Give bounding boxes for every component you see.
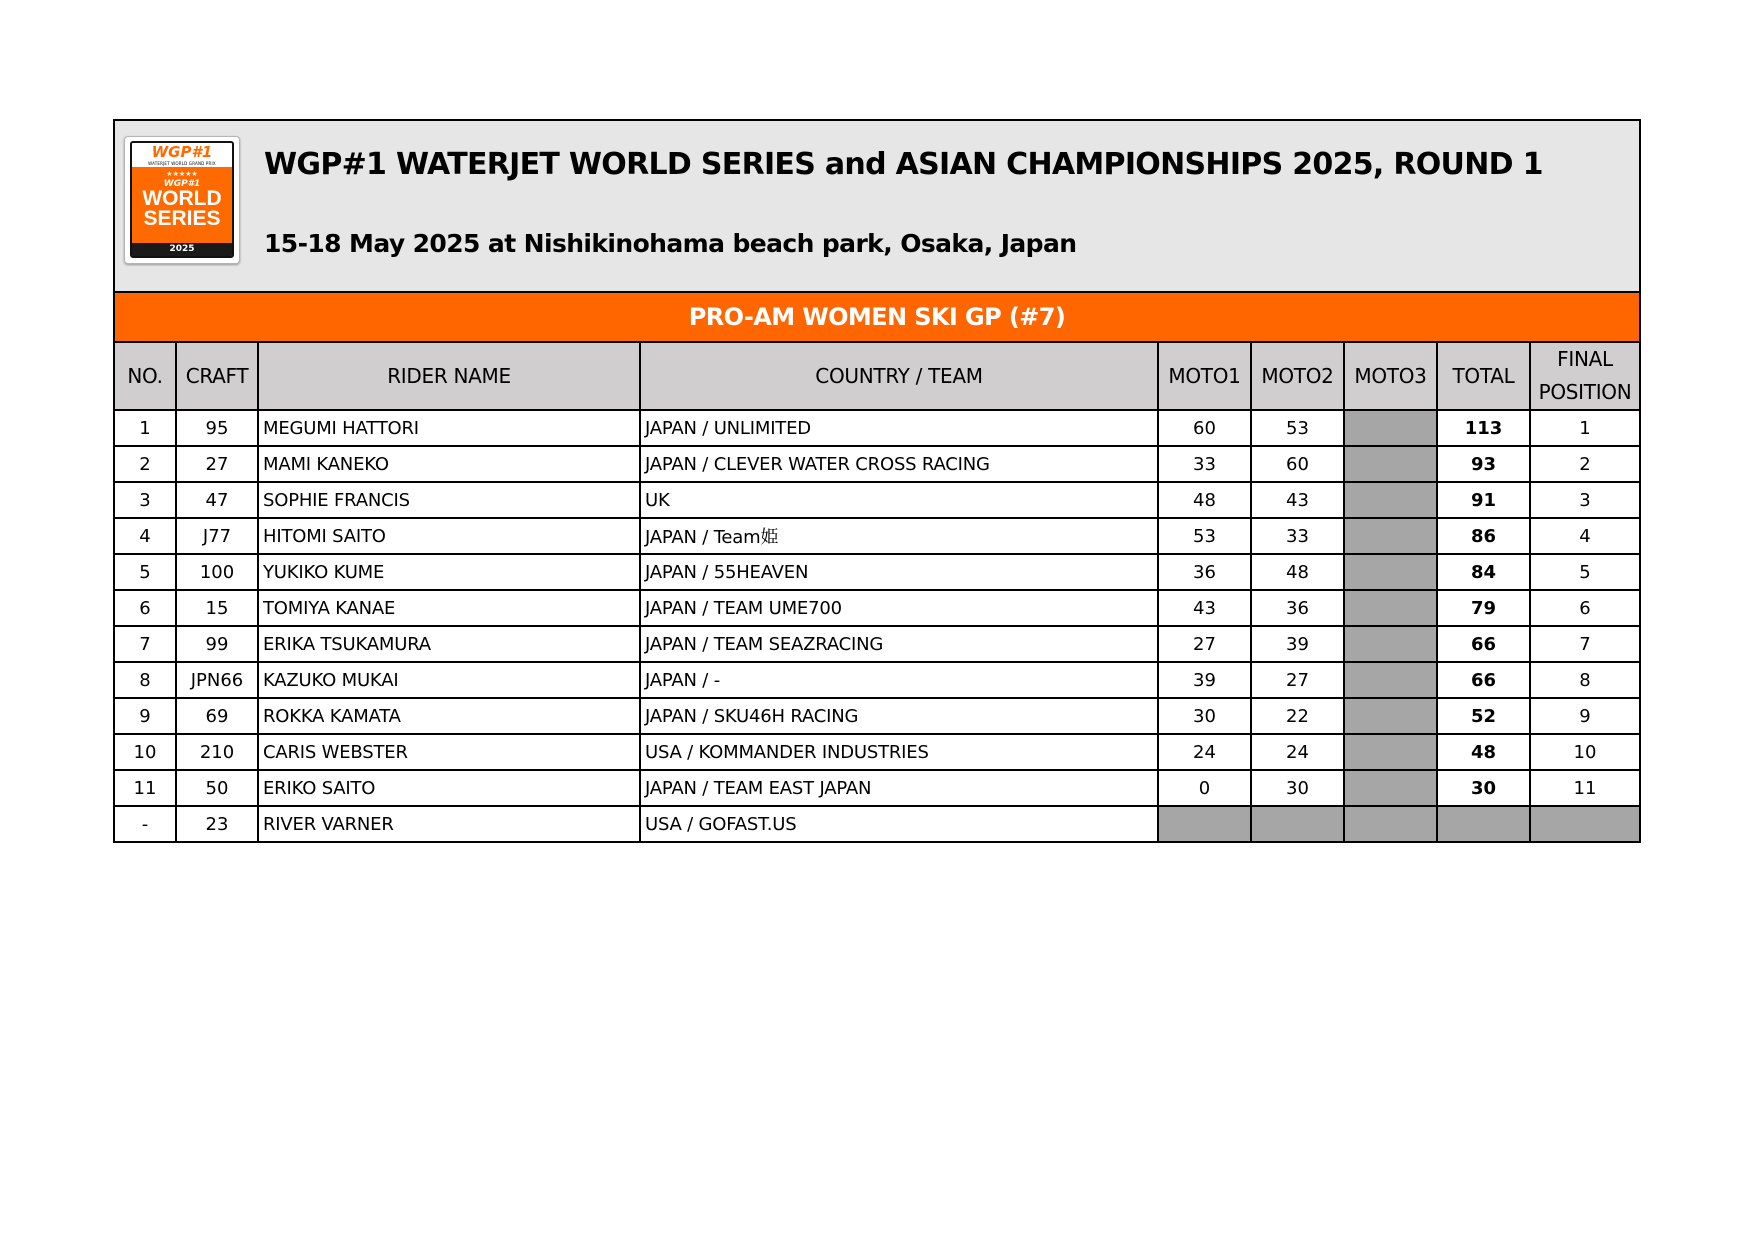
cell-total: 30 [1437, 770, 1530, 806]
results-body [115, 410, 1639, 841]
table-row [115, 410, 1639, 446]
logo-line-series: SERIES [143, 207, 221, 230]
logo-stars-icon: ★★★★★ [166, 170, 198, 178]
cell-craft: 95 [176, 410, 258, 446]
table-row [115, 698, 1639, 734]
table-row [115, 770, 1639, 806]
cell-rider-name: ERIKA TSUKAMURA [258, 626, 640, 662]
cell-moto1: 39 [1158, 662, 1251, 698]
col-header-final-line2: POSITION [1538, 380, 1632, 404]
event-header [115, 121, 1639, 293]
cell-final-position: 8 [1530, 662, 1639, 698]
table-row [115, 734, 1639, 770]
cell-country-team: JAPAN / UNLIMITED [640, 410, 1158, 446]
cell-no: 8 [115, 662, 176, 698]
col-header-no: NO. [115, 343, 176, 410]
cell-no: 6 [115, 590, 176, 626]
cell-moto3 [1344, 518, 1437, 554]
cell-moto3 [1344, 734, 1437, 770]
cell-moto1: 36 [1158, 554, 1251, 590]
cell-no: 7 [115, 626, 176, 662]
logo-top-text: WGP#1 [151, 143, 213, 161]
cell-country-team: JAPAN / SKU46H RACING [640, 698, 1158, 734]
results-table [115, 343, 1639, 841]
col-header-total: TOTAL [1437, 343, 1530, 410]
cell-craft: 23 [176, 806, 258, 841]
cell-moto2: 53 [1251, 410, 1344, 446]
table-row [115, 482, 1639, 518]
cell-moto2: 24 [1251, 734, 1344, 770]
logo-sub-text: WATERJET WORLD GRAND PRIX [148, 161, 216, 166]
cell-moto3 [1344, 698, 1437, 734]
cell-total: 113 [1437, 410, 1530, 446]
logo-top-bar [132, 143, 232, 167]
cell-final-position: 11 [1530, 770, 1639, 806]
cell-no: 10 [115, 734, 176, 770]
col-header-final-line1: FINAL [1557, 347, 1613, 371]
table-row [115, 590, 1639, 626]
cell-rider-name: KAZUKO MUKAI [258, 662, 640, 698]
cell-moto2: 22 [1251, 698, 1344, 734]
cell-moto1: 30 [1158, 698, 1251, 734]
cell-moto1: 27 [1158, 626, 1251, 662]
cell-craft: 47 [176, 482, 258, 518]
cell-no: 9 [115, 698, 176, 734]
cell-final-position: 1 [1530, 410, 1639, 446]
event-title: WGP#1 WATERJET WORLD SERIES and ASIAN CHAMPIONSHIPS 2025, ROUND 1 [264, 147, 1543, 182]
cell-moto3 [1344, 806, 1437, 841]
cell-total: 86 [1437, 518, 1530, 554]
cell-moto2: 39 [1251, 626, 1344, 662]
cell-moto2: 48 [1251, 554, 1344, 590]
cell-final-position: 3 [1530, 482, 1639, 518]
event-subtitle: 15-18 May 2025 at Nishikinohama beach park, Osaka, Japan [264, 229, 1077, 258]
cell-country-team: JAPAN / TEAM SEAZRACING [640, 626, 1158, 662]
cell-craft: J77 [176, 518, 258, 554]
cell-country-team: JAPAN / - [640, 662, 1158, 698]
cell-final-position: 6 [1530, 590, 1639, 626]
cell-moto3 [1344, 410, 1437, 446]
cell-final-position: 5 [1530, 554, 1639, 590]
class-title: PRO-AM WOMEN SKI GP (#7) [115, 293, 1639, 343]
cell-moto3 [1344, 482, 1437, 518]
cell-moto1: 33 [1158, 446, 1251, 482]
cell-rider-name: MAMI KANEKO [258, 446, 640, 482]
cell-moto1 [1158, 806, 1251, 841]
cell-total: 52 [1437, 698, 1530, 734]
cell-moto3 [1344, 626, 1437, 662]
cell-moto1: 60 [1158, 410, 1251, 446]
cell-no: 2 [115, 446, 176, 482]
cell-final-position: 2 [1530, 446, 1639, 482]
cell-moto2: 36 [1251, 590, 1344, 626]
cell-total: 91 [1437, 482, 1530, 518]
cell-rider-name: TOMIYA KANAE [258, 590, 640, 626]
cell-total: 48 [1437, 734, 1530, 770]
table-row [115, 446, 1639, 482]
cell-rider-name: YUKIKO KUME [258, 554, 640, 590]
cell-craft: 15 [176, 590, 258, 626]
table-row [115, 662, 1639, 698]
cell-country-team: UK [640, 482, 1158, 518]
cell-rider-name: SOPHIE FRANCIS [258, 482, 640, 518]
cell-total: 93 [1437, 446, 1530, 482]
cell-no: 4 [115, 518, 176, 554]
col-header-final-position [1530, 343, 1639, 410]
cell-rider-name: CARIS WEBSTER [258, 734, 640, 770]
cell-moto1: 0 [1158, 770, 1251, 806]
cell-rider-name: ROKKA KAMATA [258, 698, 640, 734]
cell-moto3 [1344, 662, 1437, 698]
col-header-moto3: MOTO3 [1344, 343, 1437, 410]
cell-moto1: 48 [1158, 482, 1251, 518]
logo-line-world: WORLD [142, 187, 222, 210]
col-header-moto2: MOTO2 [1251, 343, 1344, 410]
cell-moto1: 53 [1158, 518, 1251, 554]
cell-country-team: JAPAN / TEAM UME700 [640, 590, 1158, 626]
cell-moto2 [1251, 806, 1344, 841]
cell-craft: JPN66 [176, 662, 258, 698]
cell-country-team: JAPAN / TEAM EAST JAPAN [640, 770, 1158, 806]
cell-country-team: JAPAN / Team姫 [640, 518, 1158, 554]
table-row [115, 518, 1639, 554]
cell-total: 84 [1437, 554, 1530, 590]
logo-year: 2025 [132, 243, 232, 256]
cell-rider-name: ERIKO SAITO [258, 770, 640, 806]
logo-badge [130, 141, 234, 258]
cell-rider-name: HITOMI SAITO [258, 518, 640, 554]
cell-country-team: JAPAN / 55HEAVEN [640, 554, 1158, 590]
cell-final-position [1530, 806, 1639, 841]
col-header-moto1: MOTO1 [1158, 343, 1251, 410]
cell-moto2: 27 [1251, 662, 1344, 698]
logo-mini-text: WGP#1 [163, 179, 201, 189]
results-sheet [113, 119, 1641, 843]
cell-craft: 99 [176, 626, 258, 662]
wgp-world-series-logo [124, 136, 240, 264]
cell-moto3 [1344, 554, 1437, 590]
cell-moto3 [1344, 446, 1437, 482]
cell-country-team: USA / KOMMANDER INDUSTRIES [640, 734, 1158, 770]
col-header-craft: CRAFT [176, 343, 258, 410]
col-header-rider-name: RIDER NAME [258, 343, 640, 410]
col-header-country-team: COUNTRY / TEAM [640, 343, 1158, 410]
cell-craft: 100 [176, 554, 258, 590]
cell-moto1: 43 [1158, 590, 1251, 626]
cell-country-team: USA / GOFAST.US [640, 806, 1158, 841]
cell-moto3 [1344, 590, 1437, 626]
cell-craft: 69 [176, 698, 258, 734]
cell-craft: 50 [176, 770, 258, 806]
cell-final-position: 9 [1530, 698, 1639, 734]
cell-moto2: 43 [1251, 482, 1344, 518]
cell-total: 66 [1437, 662, 1530, 698]
cell-no: 11 [115, 770, 176, 806]
cell-final-position: 4 [1530, 518, 1639, 554]
cell-moto3 [1344, 770, 1437, 806]
cell-moto2: 33 [1251, 518, 1344, 554]
cell-moto1: 24 [1158, 734, 1251, 770]
column-header-row [115, 343, 1639, 410]
table-row [115, 554, 1639, 590]
cell-total [1437, 806, 1530, 841]
cell-total: 66 [1437, 626, 1530, 662]
cell-moto2: 30 [1251, 770, 1344, 806]
cell-final-position: 7 [1530, 626, 1639, 662]
cell-final-position: 10 [1530, 734, 1639, 770]
cell-total: 79 [1437, 590, 1530, 626]
cell-craft: 210 [176, 734, 258, 770]
cell-moto2: 60 [1251, 446, 1344, 482]
table-row [115, 626, 1639, 662]
cell-rider-name: RIVER VARNER [258, 806, 640, 841]
cell-no: 5 [115, 554, 176, 590]
cell-no: 3 [115, 482, 176, 518]
cell-rider-name: MEGUMI HATTORI [258, 410, 640, 446]
cell-craft: 27 [176, 446, 258, 482]
cell-no: - [115, 806, 176, 841]
cell-country-team: JAPAN / CLEVER WATER CROSS RACING [640, 446, 1158, 482]
table-row [115, 806, 1639, 841]
cell-no: 1 [115, 410, 176, 446]
